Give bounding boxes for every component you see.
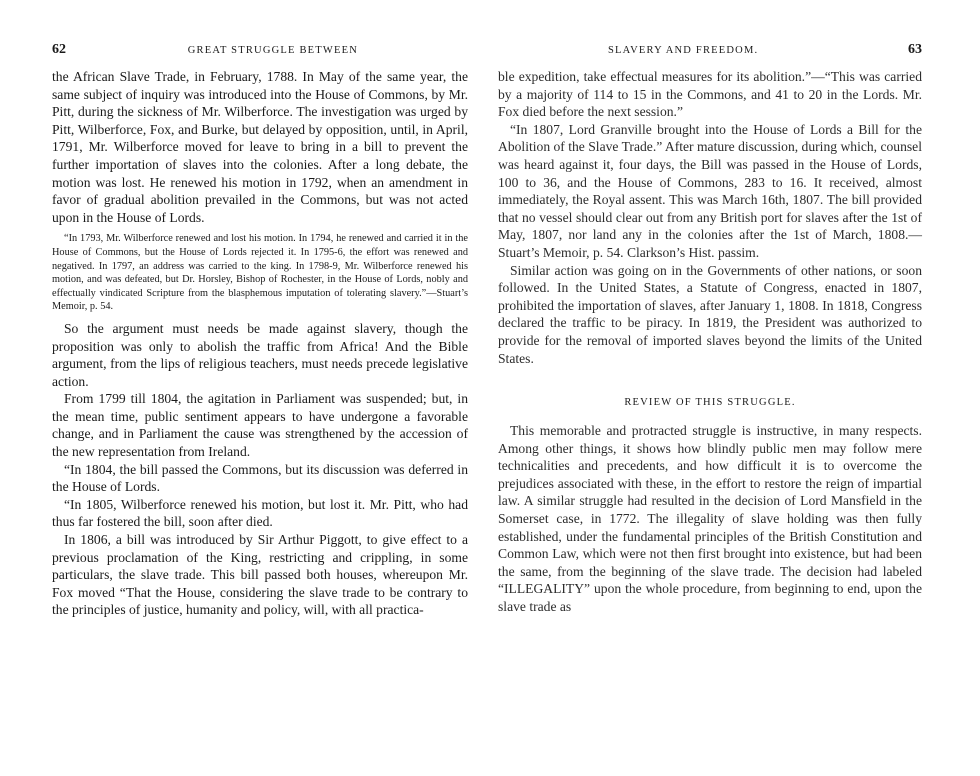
right-page [490,0,980,776]
paragraph: So the argument must needs be made against slavery, though the proposition was only to abolish the traffic from Africa! And the Bible argument, from the lips of religious teachers, must needs precede legislative action. [52,320,468,389]
footnote-quotation: “In 1793, Mr. Wilberforce renewed and lost his motion. In 1794, he renewed and carried it in the House of Commons, but the House of Lords rejected it. In 1795-6, the effort was renewed and negatived. In 1797, an address was carried to the king. In 1798-9, Mr. Wilberforce renewed his motion, and was defeated, but Dr. Horsley, Bishop of Rochester, in the House of Lords, nobly and effectually vindicated Scripture from the blasphemous imputation of tolerating slavery.”—Stuart’s Memoir, p. 54. [52,233,468,313]
paragraph: “In 1807, Lord Granville brought into the House of Lords a Bill for the Abolition of the Slave Trade.” After mature discussion, during which, counsel was heard against it, four days, the Bill was passed in the House of Lords, 100 to 36, and the House of Commons, 283 to 16. It received, almost immediately, the Royal assent. This was March 16th, 1807. The bill provided that no vessel should clear out from any British port for slaves after the 1st of May, 1807, nor land any in the colonies after the 1st of March, 1808.—Stuart’s Memoir, p. 54. Clarkson’s Hist. passim. [498,121,922,260]
paragraph: “In 1804, the bill passed the Commons, but its discussion was deferred in the House of Lords. [52,461,468,495]
paragraph: Similar action was going on in the Governments of other nations, or soon followed. In the United States, a Statute of Congress, enacted in 1807, prohibited the importation of slaves, after January 1, 1808. In 1818, Congress declared the traffic to be piracy. In 1819, the President was authorized to provide for the removal of imported slaves beyond the limits of the United States. [498,262,922,366]
running-title: SLAVERY AND FREEDOM. [608,45,759,56]
left-page-header [52,42,468,58]
paragraph: This memorable and protracted struggle is instructive, in many respects. Among other things, it shows how blindly public men may follow mere technicalities and precedents, and how difficult it is to overcome the prejudices associated with these, in the effort to restore the reign of impartial law. A similar struggle had resulted in the decision of Lord Mansfield in the Somerset case, in 1772. The illegality of slave holding was then fully established, under the fundamental principles of the British Constitution and Common Law, which were not then first brought into existence, but had been the same, from the beginning of the slave trade. The decision had labeled “ILLEGALITY” upon the whole procedure, from beginning to end, upon the slave trade as [498,423,922,615]
section-heading: REVIEW OF THIS STRUGGLE. [624,397,796,409]
paragraph: ble expedition, take effectual measures for its abolition.”—“This was carried by a majority of 114 to 15 in the Commons, and 41 to 20 in the Lords. Mr. Fox died before the next session.” [498,69,922,120]
page-number: 63 [908,42,922,57]
paragraph: From 1799 till 1804, the agitation in Parliament was suspended; but, in the mean time, public sentiment appears to have undergone a favorable change, and in Parliament the cause was strengthened by the accession of the new representation from Ireland. [52,391,468,460]
running-title: GREAT STRUGGLE BETWEEN [187,45,358,56]
page-number: 62 [52,42,66,57]
paragraph: “In 1805, Wilberforce renewed his motion, but lost it. Mr. Pitt, who had thus far fostered the bill, soon after died. [52,496,468,530]
right-page-header [498,42,922,58]
paragraph: the African Slave Trade, in February, 1788. In May of the same year, the same subject of inquiry was introduced into the House of Commons, by Mr. Pitt, during the sickness of Mr. Wilberforce. The investigation was urged by Pitt, Wilberforce, Fox, and Burke, but delayed by opposition, until, in April, 1791, Mr. Wilberforce moved for leave to bring in a bill to prevent the further importation of slaves into the colonies. After a long debate, the motion was lost. He renewed his motion in 1792, when an amendment in favor of gradual abolition prevailed in the Commons, but was not acted upon in the House of Lords. [52,69,468,225]
paragraph: In 1806, a bill was introduced by Sir Arthur Piggott, to give effect to a previous proclamation of the King, restricting and crippling, in some particulars, the slave trade. This bill passed both houses, whereupon Mr. Fox moved “That the House, considering the slave trade to be contrary to the principles of justice, humanity and policy, will, with all practica- [52,532,468,618]
